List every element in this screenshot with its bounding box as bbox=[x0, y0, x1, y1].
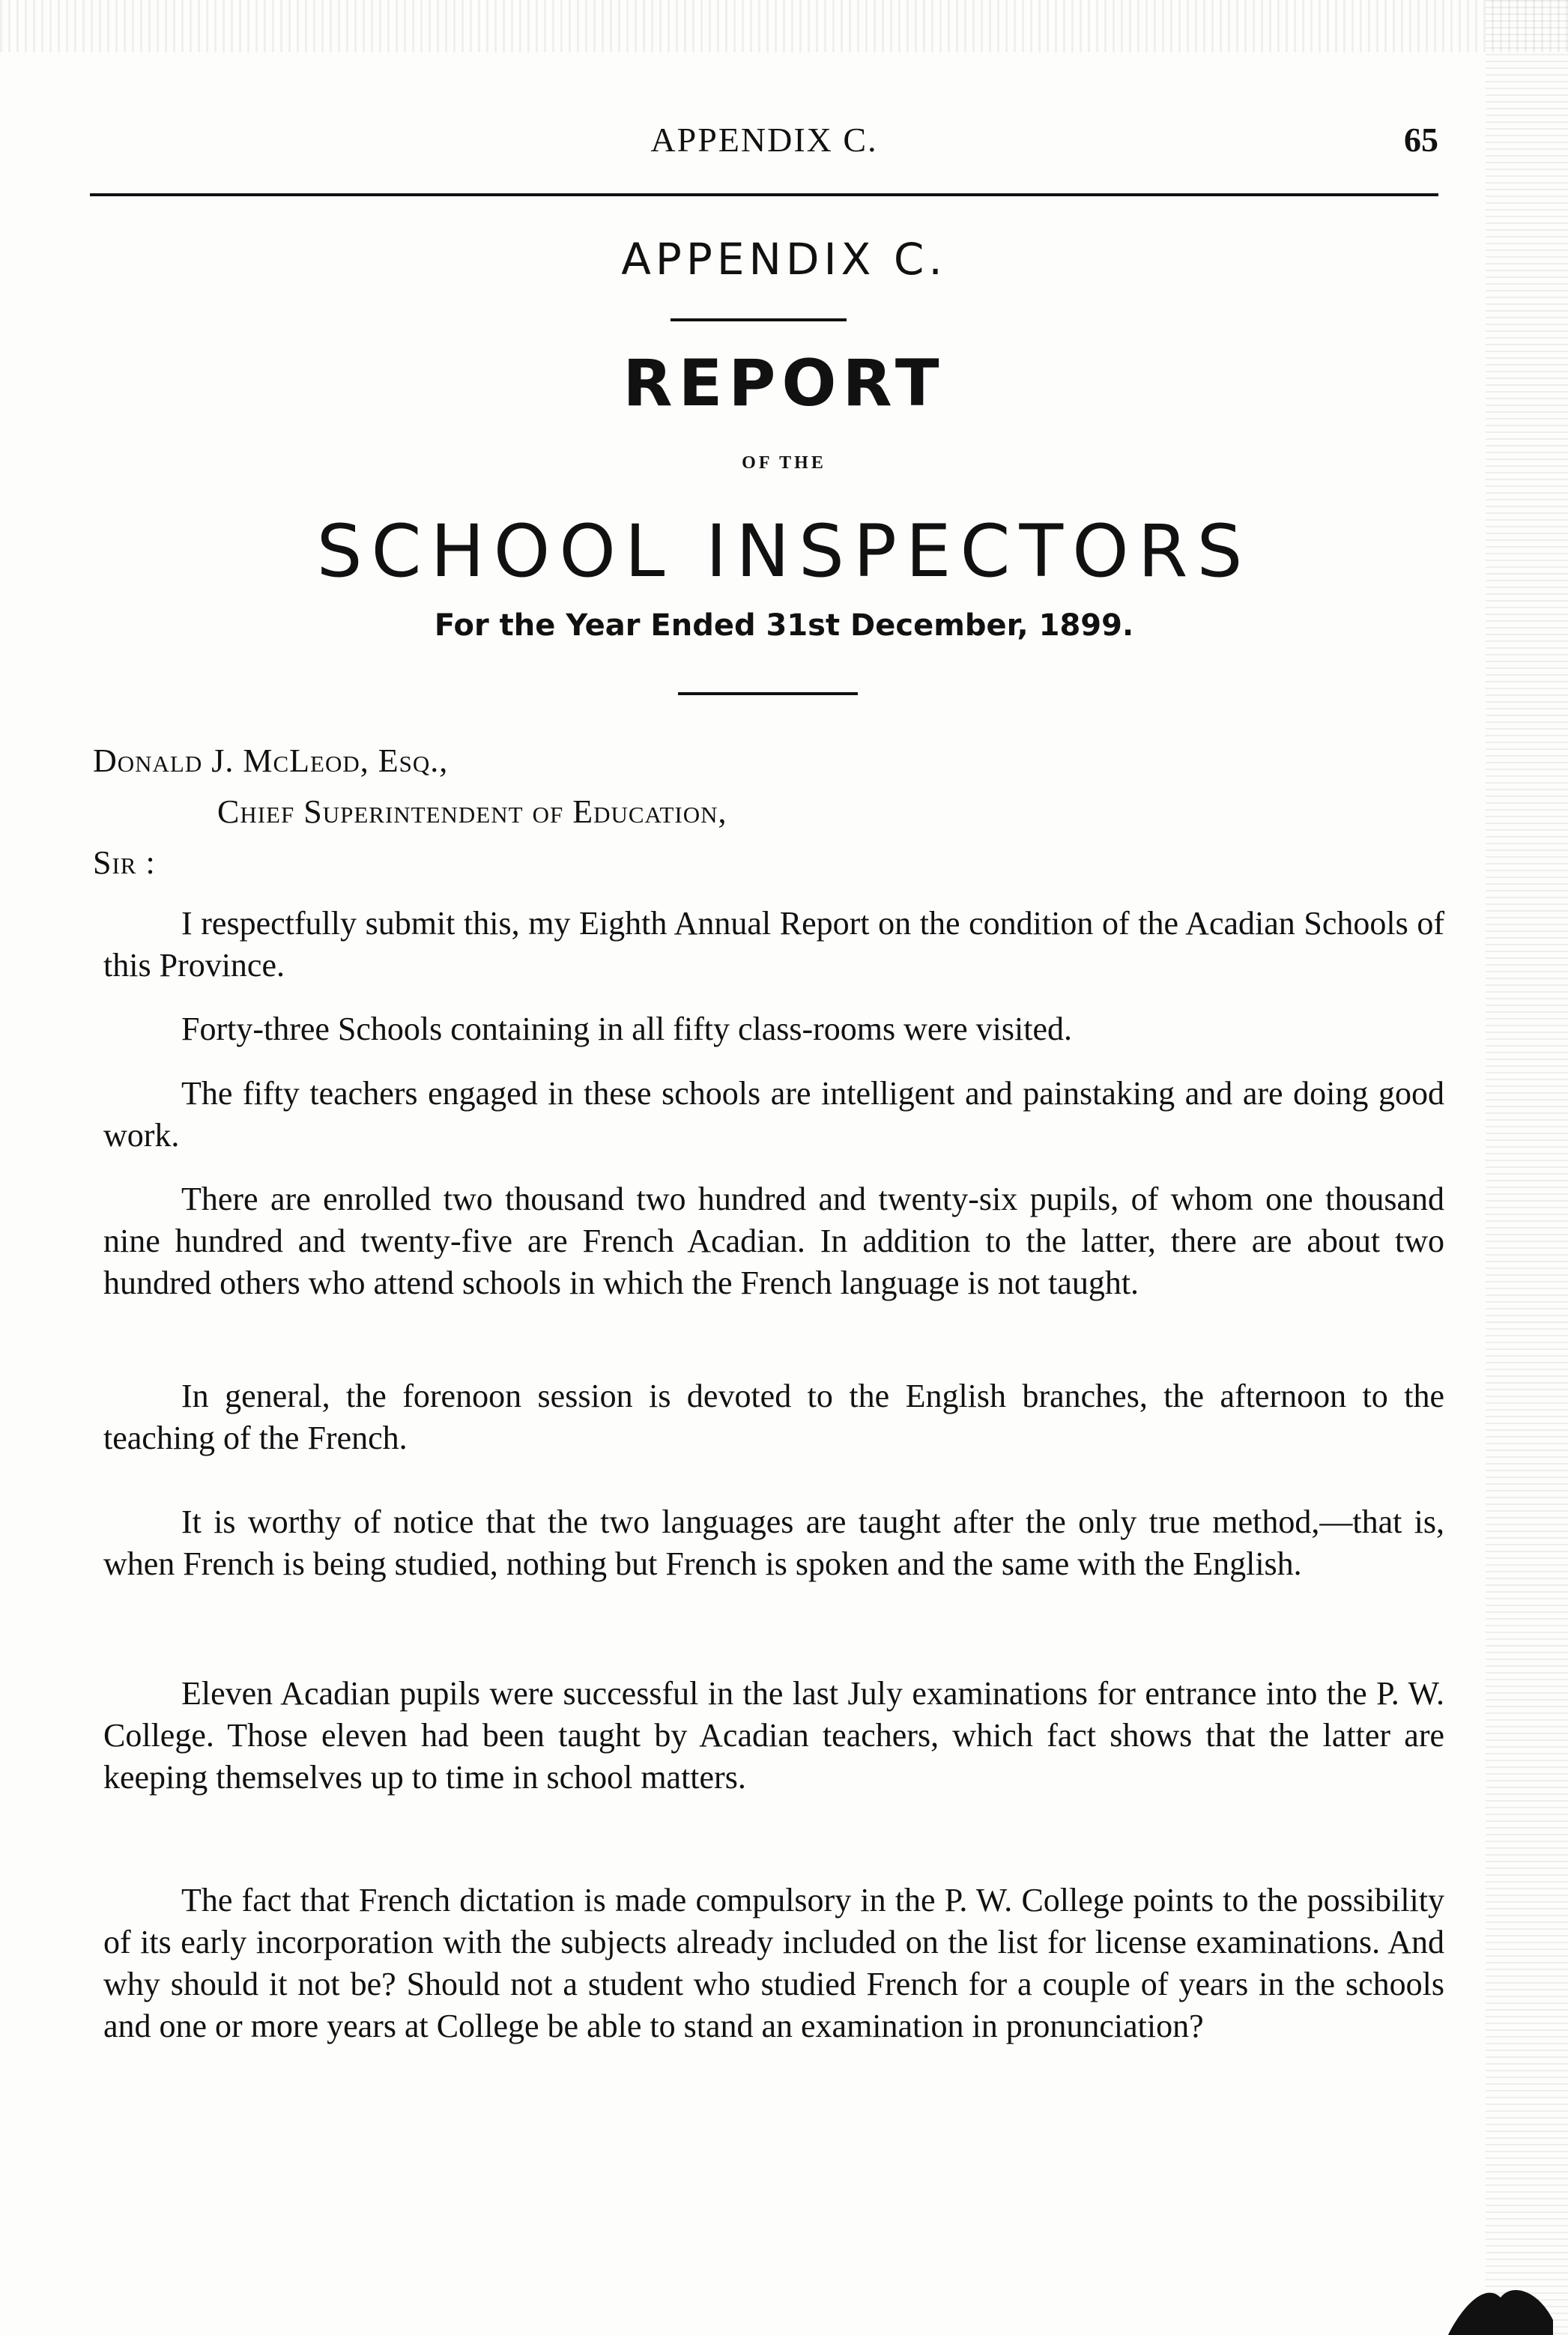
scan-noise-top bbox=[0, 0, 1568, 52]
addressee-name: Donald J. McLeod, Esq., bbox=[93, 742, 449, 779]
school-inspectors-heading: SCHOOL INSPECTORS bbox=[316, 509, 1252, 593]
body-paragraph: Eleven Acadian pupils were successful in the last July examinations for entrance into the P. W. College. Those eleven had been taught by Acadian teachers, which fact shows that the latter are keeping themselves up to time in school matters. bbox=[103, 1675, 1444, 1796]
body-paragraph: Forty-three Schools containing in all fifty class-rooms were visited. bbox=[181, 1011, 1072, 1047]
body-paragraph: The fifty teachers engaged in these schools are intelligent and painstaking and are doing good work. bbox=[103, 1075, 1444, 1154]
subtitle-divider-rule bbox=[678, 692, 858, 695]
body-paragraph: I respectfully submit this, my Eighth Annual Report on the condition of the Acadian Schools of this Province. bbox=[103, 905, 1444, 984]
salutation: Sir : bbox=[93, 844, 156, 881]
body-paragraph: In general, the forenoon session is devoted to the English branches, the afternoon to the teaching of the French. bbox=[103, 1378, 1444, 1456]
running-title: APPENDIX C. bbox=[650, 121, 878, 159]
page-number: 65 bbox=[1404, 121, 1438, 159]
header-rule bbox=[90, 193, 1438, 196]
body-paragraph: There are enrolled two thousand two hundred and twenty-six pupils, of whom one thousand nine hundred and twenty-five are French Acadian. In addition to the latter, there are about two hundred others who attend schools in which the French language is not taught. bbox=[103, 1181, 1444, 1301]
ink-smudge-mark bbox=[1441, 2275, 1553, 2335]
year-subtitle: For the Year Ended 31st December, 1899. bbox=[434, 608, 1134, 643]
body-paragraph: The fact that French dictation is made compulsory in the P. W. College points to the possibility of its early incorporation with the subjects already included on the list for license examinations. And why should it not be? Should not a student who studied French for a couple of years in the schools and one or more years at College be able to stand an examination in pronunciation? bbox=[103, 1882, 1444, 2044]
addressee-title: Chief Superintendent of Education, bbox=[217, 793, 727, 830]
running-header bbox=[90, 120, 1438, 165]
title-divider-rule bbox=[671, 318, 847, 321]
report-heading: REPORT bbox=[623, 346, 945, 421]
of-the-connector: OF THE bbox=[742, 453, 826, 473]
appendix-heading: APPENDIX C. bbox=[621, 234, 947, 285]
body-paragraph: It is worthy of notice that the two languages are taught after the only true method,—that is, when French is being studied, nothing but French is spoken and the same with the English. bbox=[103, 1503, 1444, 1582]
